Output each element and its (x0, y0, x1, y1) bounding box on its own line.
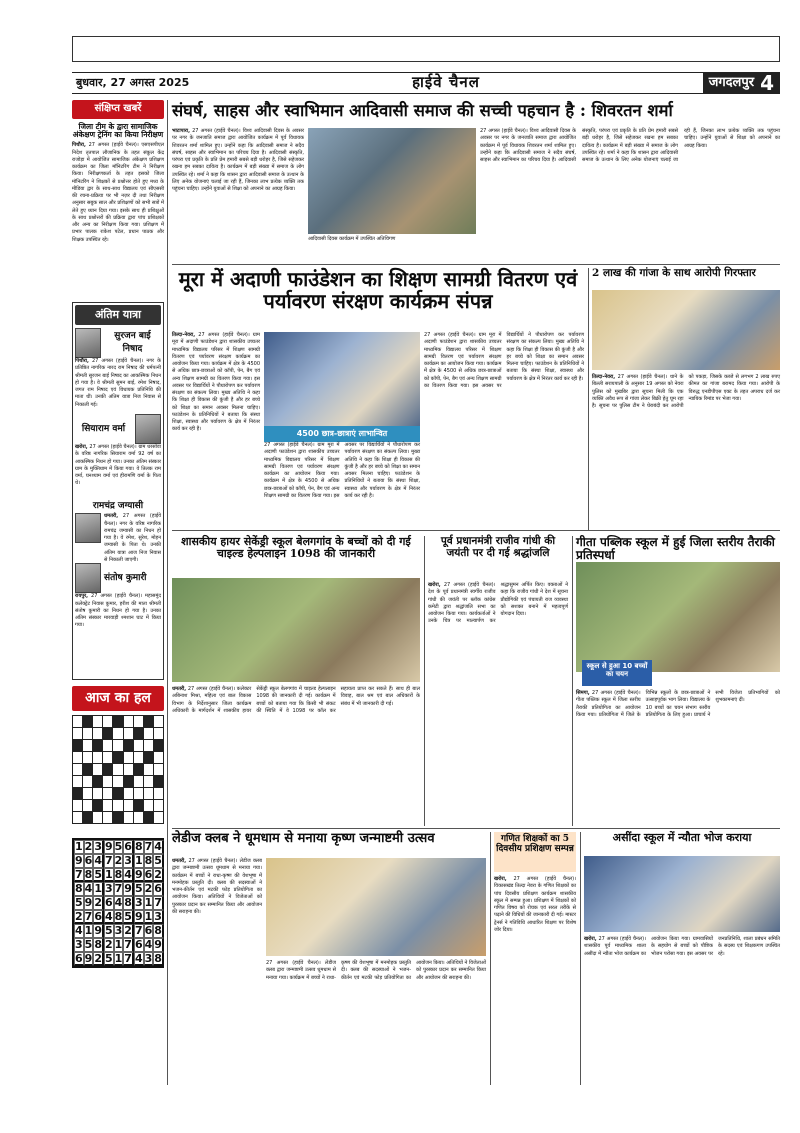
story7-headline-wrap (172, 832, 486, 854)
sudoku-cell: 8 (75, 881, 83, 895)
story3-headline: 2 लाख की गांजा के साथ आरोपी गिरफ्तार (592, 267, 756, 279)
sudoku-cell: 7 (114, 881, 123, 895)
story5-headline-wrap (428, 536, 568, 580)
sudoku-cell: 2 (94, 951, 102, 965)
story3-text: 27 अगस्त (हाईवे चैनल)। थाने के बिल्ली सरायपाली के अनुसार 19 अगस्त को नेवरा पुलिस को मुखबिर द्वारा सूचना मिली कि एक व्यक्ति अवैध रूप से गांजा लेकर बिक्री हेतु घूम रहा है। सूचना पर पुलिस टीम ने घेराबंदी कर आरोपी को पकड़ा, जिसके कब्जे से लगभग 2 लाख रुपए कीमत का गांजा बरामद किया गया। आरोपी के विरुद्ध एनडीपीएस एक्ट के तहत अपराध दर्ज कर न्यायिक रिमांड पर भेजा गया। (592, 374, 780, 409)
obituary-1 (75, 328, 161, 358)
sudoku-cell: 8 (114, 909, 123, 923)
sudoku-cell: 5 (114, 839, 123, 853)
avatar (135, 414, 161, 444)
story4-dateline: धमतरी, (172, 686, 187, 692)
sudoku-cell: 7 (75, 867, 83, 881)
obituary-4 (75, 563, 161, 593)
story3-photo (592, 290, 780, 370)
story6-headline-wrap (576, 535, 780, 563)
obituary-4-dateline: रायपुर, (75, 593, 89, 600)
obituary-3-dateline: धमतरी, (104, 513, 119, 520)
story4-photo (172, 578, 420, 682)
story5-headline: पूर्व प्रधानमंत्री राजीव गांधी की जयंती पर दी गई श्रद्धांजलि (440, 535, 556, 559)
puzzle-title: आज का हल (72, 686, 164, 710)
story3-dateline: तिल्दा-नेवरा, (592, 374, 616, 380)
story4-headline: शासकीय हायर सेकेंड्री स्कूल बेलगगांव के बच्चों को दी गई चाइल्ड हेल्पलाइन 1098 की जानकारी (181, 535, 411, 561)
sudoku-cell: 9 (124, 881, 132, 895)
sudoku-cell: 4 (114, 895, 123, 909)
lead-headline: संघर्ष, साहस और स्वाभिमान आदिवासी समाज की सच्ची पहचान है : शिवरतन शर्मा (172, 101, 673, 120)
brief1-text: 27 अगस्त (हाईवे चैनल)। एसएसपीएल निदेश तृतपाल लौजानिक के तहत संकुल केंद्र राजोड़ा में आयोजित सामाजिक अंकेक्षण प्रशिक्षण कार्यक्रम का जिला मॉनिटरिंग टीम ने निरीक्षण किया। निरीक्षणकर्ता के तहत इसको जिला मॉनिटरिंग ने शिक्षकों से प्रश्नोत्तर होते हुए मध्य के मीडिया द्वार के साथ-साथ विद्यालय एवं सीएससी की रचना-प्रक्रिया पर भी नज़र दी तथा निरीक्षण अनुसार सबुक साल और प्रशिक्षणों को सभी सत्रों में लेते हुए ध्यान दिया गया। इसके साथ ही प्रशिक्षुओं के साथ प्रश्नोत्तरों की प्रक्रिया द्वारा पांच प्रशिक्षकों और अन्य का निरीक्षण किया गया। प्रशिक्षण में प्रभार पालक राकेश पटेल, प्रधान पाठक और शिक्षक उपस्थित रहे। (72, 142, 164, 243)
sudoku-cell: 5 (154, 853, 162, 867)
sudoku-cell: 1 (114, 951, 123, 965)
sudoku-cell: 5 (134, 881, 143, 895)
obituary-3 (75, 513, 161, 563)
sudoku-cell: 4 (84, 881, 93, 895)
sudoku-cell: 2 (75, 909, 83, 923)
sudoku-cell: 8 (134, 839, 143, 853)
obituary-3-body (104, 513, 161, 563)
obituary-3-text: 27 अगस्त (हाईवे चैनल)। नगर के वरिष्ठ नागरिक रामचंद्र जग्यासी का निधन हो गया है। वे रमेश, सुरेश, मोहन जग्यासी के पिता थे। उनकी अंतिम यात्रा आज निज निवास से निकाली जाएगी। (104, 513, 161, 563)
story2-photo (264, 332, 420, 426)
sudoku-cell: 7 (154, 895, 162, 909)
sudoku-cell: 9 (94, 923, 102, 937)
story9-headline: असींदा स्कूल में न्यौता भोज कराया (612, 831, 752, 844)
story2-text-cont: 27 अगस्त (हाईवे चैनल)। ग्राम मूरा में अदाणी फाउंडेशन द्वारा शासकीय उच्चतर माध्यमिक विद्यालय परिसर में शिक्षण सामग्री वितरण एवं पर्यावरण संरक्षण कार्यक्रम का आयोजन किया गया। कार्यक्रम में क्षेत्र के 4500 से अधिक छात्र-छात्राओं को कॉपी, पेन, बैग एवं अन्य शिक्षण सामग्री का वितरण किया गया। इस अवसर पर विद्यार्थियों ने पौधारोपण कर पर्यावरण संरक्षण का संकल्प लिया। मुख्य अतिथि ने कहा कि शिक्षा ही विकास की कुंजी है और हर बच्चे को शिक्षा का समान अवसर मिलना चाहिए। फाउंडेशन के प्रतिनिधियों ने बताया कि संस्था शिक्षा, स्वास्थ्य और पर्यावरण के क्षेत्र में निरंतर कार्य कर रही है। (264, 442, 420, 499)
sudoku-cell: 1 (94, 881, 102, 895)
sidebar-section-title: संक्षिप्त खबरें (72, 100, 164, 119)
brief1-title: जिला टीम के द्वारा सामाजिक अंकेक्षण ट्रेनिंग का किया निरीक्षण (72, 121, 164, 139)
city-badge (703, 72, 780, 94)
story7-body-col1 (172, 858, 262, 1084)
story2-body-col3 (424, 332, 584, 524)
sudoku-cell: 4 (144, 937, 153, 951)
sudoku-cell: 6 (75, 951, 83, 965)
obituary-3-name: रामचंद्र जग्यासी (92, 501, 144, 512)
story2-headline-wrap (172, 268, 584, 328)
story6-body (576, 690, 780, 822)
story2-text: 27 अगस्त (हाईवे चैनल)। ग्राम मूरा में अदाणी फाउंडेशन द्वारा शासकीय उच्चतर माध्यमिक विद्यालय परिसर में शिक्षण सामग्री वितरण एवं पर्यावरण संरक्षण कार्यक्रम का आयोजन किया गया। कार्यक्रम में क्षेत्र के 4500 से अधिक छात्र-छात्राओं को कॉपी, पेन, बैग एवं अन्य शिक्षण सामग्री का वितरण किया गया। इस अवसर पर विद्यार्थियों ने पौधारोपण कर पर्यावरण संरक्षण का संकल्प लिया। मुख्य अतिथि ने कहा कि शिक्षा ही विकास की कुंजी है और हर बच्चे को शिक्षा का समान अवसर मिलना चाहिए। फाउंडेशन के प्रतिनिधियों ने बताया कि संस्था शिक्षा, स्वास्थ्य और पर्यावरण के क्षेत्र में निरंतर कार्य कर रही है। (172, 332, 261, 433)
sudoku-cell: 8 (94, 937, 102, 951)
sudoku-cell: 5 (104, 923, 113, 937)
obituary-title: अंतिम यात्रा (75, 305, 161, 325)
story6-badge: स्कूल से हुआ 10 बच्चों का चयन (582, 660, 652, 686)
obituary-4-body (75, 593, 161, 637)
sudoku-cell: 7 (134, 923, 143, 937)
sudoku-cell: 3 (144, 951, 153, 965)
story2-badge: 4500 छात्र-छात्राएं लाभान्वित (264, 426, 420, 442)
story8-dateline: खरोरा, (494, 876, 507, 882)
sudoku-cell: 7 (124, 951, 132, 965)
sudoku-cell: 3 (94, 839, 102, 853)
lead-text: 27 अगस्त (हाईवे चैनल)। विश्व आदिवासी दिवस के अवसर पर नगर के जनजाति समाज द्वारा आयोजित कार्यक्रम में पूर्व विधायक शिवरतन शर्मा शामिल हुए। उन्होंने कहा कि आदिवासी समाज ने सदैव संघर्ष, साहस और स्वाभिमान का परिचय दिया है। आदिवासी संस्कृति, परंपरा एवं प्रकृति के प्रति प्रेम हमारी सबसे बड़ी धरोहर है, जिसे सहेजकर रखना हम सबका दायित्व है। कार्यक्रम में बड़ी संख्या में समाज के लोग उपस्थित रहे। शर्मा ने कहा कि शासन द्वारा आदिवासी समाज के उत्थान के लिए अनेक योजनाएं चलाई जा रही हैं, जिनका लाभ प्रत्येक व्यक्ति तक पहुंचना चाहिए। उन्होंने युवाओं से शिक्षा को अपनाने का आग्रह किया। (172, 128, 304, 192)
sudoku-cell: 8 (124, 895, 132, 909)
obituary-1-text: 27 अगस्त (हाईवे चैनल)। नगर के प्रतिष्ठित नागरिक नारद राम निषाद की धर्मपत्नी श्रीमती सुरजन बाई निषाद का आकस्मिक निधन हो गया है। वे श्रीमती सुमन बाई, रमेश निषाद, जगत राम निषाद एवं विधायक प्रतिनिधि की माता थीं। उनकी अंतिम यात्रा निज निवास से निकाली गई। (75, 358, 161, 408)
sudoku-cell: 2 (124, 923, 132, 937)
sudoku-cell: 6 (154, 881, 162, 895)
story8-text: 27 अगस्त (हाईवे चैनल)। विकासखंड तिल्दा नेवरा के गणित शिक्षकों का पांच दिवसीय प्रशिक्षण कार्यक्रम शासकीय स्कूल में सम्पन्न हुआ। प्रशिक्षण में शिक्षकों को गणित विषय को रोचक एवं सरल तरीके से पढ़ाने की विधियों की जानकारी दी गई। मास्टर ट्रेनर्स ने गतिविधि आधारित शिक्षण पर विशेष जोर दिया। (494, 876, 576, 933)
sudoku-cell: 6 (144, 923, 153, 937)
story9-headline-wrap (584, 832, 780, 854)
sudoku-cell: 9 (134, 909, 143, 923)
sudoku-cell: 2 (104, 937, 113, 951)
story4-text: 27 अगस्त (हाईवे चैनल)। कलेक्टर अबिनाश मिश्रा, महिला एवं बाल विकास विभाग के निर्देशानुसार जिला कार्यक्रम अधिकारी के मार्गदर्शन में शासकीय हायर सेकेंड्री स्कूल बेलगगांव में चाइल्ड हेल्पलाइन 1098 की जानकारी दी गई। कार्यक्रम में बच्चों को बताया गया कि किसी भी संकट की स्थिति में वे 1098 पर कॉल कर सहायता प्राप्त कर सकते हैं। साथ ही बाल विवाह, बाल श्रम एवं बाल अधिकारों के संबंध में भी जानकारी दी गई। (172, 686, 420, 714)
sudoku-cell: 5 (104, 951, 113, 965)
page-number: 4 (760, 70, 774, 95)
obituary-1-dateline: पिथौरा, (75, 358, 89, 365)
sudoku-cell: 4 (94, 853, 102, 867)
sudoku-cell: 6 (134, 937, 143, 951)
story5-dateline: खरोरा, (428, 582, 441, 588)
sudoku-cell: 2 (144, 881, 153, 895)
sudoku-cell: 8 (154, 951, 162, 965)
brief1-dateline: पिथौरा, (72, 142, 86, 149)
obituary-1-name: सुरजन बाई निषाद (114, 331, 151, 355)
story2-body-col1 (172, 332, 260, 524)
sudoku-cell: 2 (94, 895, 102, 909)
obituary-4-name: संतोष कुमारी (104, 572, 147, 583)
story9-photo (584, 856, 780, 932)
story7-body-col2 (266, 960, 486, 1084)
sudoku-cell: 7 (144, 839, 153, 853)
sudoku-cell: 1 (75, 839, 83, 853)
story6-dateline: सिमगा, (576, 690, 590, 696)
sudoku-cell: 9 (84, 895, 93, 909)
sudoku-cell: 5 (124, 909, 132, 923)
sudoku-cell: 5 (75, 895, 83, 909)
sudoku-cell: 8 (154, 923, 162, 937)
story7-headline: लेडीज क्लब ने धूमधाम से मनाया कृष्ण जन्माष्टमी उत्सव (172, 831, 435, 846)
sudoku-cell: 4 (154, 839, 162, 853)
story2-body-col2 (264, 442, 420, 524)
sudoku-cell: 8 (114, 867, 123, 881)
story4-body (172, 686, 420, 822)
obituary-4-text: 27 अगस्त (हाईवे चैनल)। महासमुंद कलेक्ट्रेट निवास कुमार, हरीश की माता श्रीमती संतोष कुमारी का निधन हो गया है। उनका अंतिम संस्कार मारवाड़ी श्मशान घाट में किया गया। (75, 593, 162, 629)
avatar (75, 513, 101, 543)
masthead (72, 72, 780, 94)
sudoku-cell: 4 (104, 909, 113, 923)
sudoku-cell: 9 (75, 853, 83, 867)
obituary-2-body (75, 444, 161, 496)
sudoku-cell: 2 (114, 853, 123, 867)
sudoku-cell: 5 (84, 937, 93, 951)
story5-body (428, 582, 568, 822)
sudoku-cell: 9 (134, 867, 143, 881)
sudoku-cell: 6 (144, 867, 153, 881)
top-ad-box (72, 36, 780, 62)
sudoku-cell: 1 (144, 909, 153, 923)
sudoku-cell: 7 (84, 909, 93, 923)
sudoku-cell: 6 (124, 839, 132, 853)
obituary-1-body (75, 358, 161, 410)
story9-text: 27 अगस्त (हाईवे चैनल)। शासकीय पूर्व माध्यमिक शाला असींदा में न्यौता भोज कार्यक्रम का आयोजन किया गया। ग्रामवासियों के सहयोग से बच्चों को पौष्टिक भोजन परोसा गया। इस अवसर पर जनप्रतिनिधि, शाला प्रबंधन समिति के सदस्य एवं शिक्षकगण उपस्थित रहे। (584, 936, 780, 957)
lead-body-cols (480, 128, 780, 260)
obituary-2-name: सियाराम वर्मा (81, 423, 126, 434)
sudoku-cell: 7 (124, 937, 132, 951)
sudoku-cell: 3 (104, 881, 113, 895)
lead-dateline: भाटापारा, (172, 128, 190, 134)
story8-headline: गणित शिक्षकों का 5 दिवसीय प्रशिक्षण सम्पन्न (496, 834, 574, 855)
sudoku-cell: 4 (75, 923, 83, 937)
sudoku-cell: 2 (154, 867, 162, 881)
sudoku-cell: 7 (104, 853, 113, 867)
sudoku-cell: 5 (94, 867, 102, 881)
story9-dateline: खरोरा, (584, 936, 597, 942)
story8-headline-wrap (494, 832, 576, 872)
story9-body (584, 936, 780, 1084)
lead-photo-caption: आदिवासी दिवस कार्यक्रम में उपस्थित अतिथिगण (308, 236, 396, 242)
brief1-body (72, 142, 164, 296)
sudoku-cell: 9 (154, 937, 162, 951)
sidebar (72, 100, 164, 1085)
issue-date: बुधवार, 27 अगस्त 2025 (76, 76, 190, 90)
sudoku-cell: 1 (104, 867, 113, 881)
crossword-grid (72, 715, 164, 824)
obituary-box (72, 302, 164, 680)
lead-text-cont: 27 अगस्त (हाईवे चैनल)। विश्व आदिवासी दिवस के अवसर पर नगर के जनजाति समाज द्वारा आयोजित कार्यक्रम में पूर्व विधायक शिवरतन शर्मा शामिल हुए। उन्होंने कहा कि आदिवासी समाज ने सदैव संघर्ष, साहस और स्वाभिमान का परिचय दिया है। आदिवासी संस्कृति, परंपरा एवं प्रकृति के प्रति प्रेम हमारी सबसे बड़ी धरोहर है, जिसे सहेजकर रखना हम सबका दायित्व है। कार्यक्रम में बड़ी संख्या में समाज के लोग उपस्थित रहे। शर्मा ने कहा कि शासन द्वारा आदिवासी समाज के उत्थान के लिए अनेक योजनाएं चलाई जा रही हैं, जिनका लाभ प्रत्येक व्यक्ति तक पहुंचना चाहिए। उन्होंने युवाओं से शिक्षा को अपनाने का आग्रह किया। (480, 128, 780, 163)
sudoku-cell: 6 (104, 895, 113, 909)
story7-text: 27 अगस्त (हाईवे चैनल)। लेडीज क्लब द्वारा जन्माष्टमी उत्सव धूमधाम से मनाया गया। कार्यक्रम में बच्चों ने राधा-कृष्ण की वेशभूषा में मनमोहक प्रस्तुति दी। क्लब की सदस्याओं ने भजन-कीर्तन एवं मटकी फोड़ प्रतियोगिता का आयोजन किया। अतिथियों ने विजेताओं को पुरस्कार प्रदान कर सम्मानित किया और आयोजन की सराहना की। (172, 858, 262, 915)
story4-headline-wrap (172, 536, 420, 576)
sudoku-cell: 8 (144, 853, 153, 867)
story2-text-cont2: 27 अगस्त (हाईवे चैनल)। ग्राम मूरा में अदाणी फाउंडेशन द्वारा शासकीय उच्चतर माध्यमिक विद्यालय परिसर में शिक्षण सामग्री वितरण एवं पर्यावरण संरक्षण कार्यक्रम का आयोजन किया गया। कार्यक्रम में क्षेत्र के 4500 से अधिक छात्र-छात्राओं को कॉपी, पेन, बैग एवं अन्य शिक्षण सामग्री का वितरण किया गया। इस अवसर पर विद्यार्थियों ने पौधारोपण कर पर्यावरण संरक्षण का संकल्प लिया। मुख्य अतिथि ने कहा कि शिक्षा ही विकास की कुंजी है और हर बच्चे को शिक्षा का समान अवसर मिलना चाहिए। फाउंडेशन के प्रतिनिधियों ने बताया कि संस्था शिक्षा, स्वास्थ्य और पर्यावरण के क्षेत्र में निरंतर कार्य कर रही है। (424, 332, 584, 389)
sudoku-cell: 3 (114, 923, 123, 937)
sudoku-cell: 3 (124, 853, 132, 867)
sudoku-cell: 9 (104, 839, 113, 853)
avatar (75, 328, 101, 358)
sudoku-cell: 1 (144, 895, 153, 909)
sudoku-cell: 8 (84, 867, 93, 881)
story5-text: 27 अगस्त (हाईवे चैनल)। देश के पूर्व प्रधानमंत्री स्वर्गीय राजीव गांधी की जयंती पर ब्लॉक कांग्रेस कमेटी द्वारा श्रद्धांजलि सभा का आयोजन किया गया। कार्यकर्ताओं ने उनके चित्र पर माल्यार्पण कर श्रद्धासुमन अर्पित किए। वक्ताओं ने कहा कि राजीव गांधी ने देश में सूचना प्रौद्योगिकी एवं पंचायती राज व्यवस्था को सशक्त बनाने में महत्वपूर्ण योगदान दिया। (428, 582, 568, 625)
sudoku-cell: 1 (134, 853, 143, 867)
story6-photo (576, 562, 780, 672)
story3-body (592, 374, 780, 524)
obituary-2 (75, 414, 161, 444)
sudoku-cell: 6 (94, 909, 102, 923)
sudoku-cell: 4 (134, 951, 143, 965)
story7-dateline: धमतरी, (172, 858, 187, 864)
paper-name: हाईवे चैनल (412, 73, 480, 92)
lead-body-col1 (172, 128, 304, 260)
story3-headline-wrap (592, 268, 780, 288)
obituary-2-dateline: खरोरा, (75, 444, 88, 451)
city-name: जगदलपुर (708, 74, 755, 90)
lead-photo (308, 128, 476, 234)
sudoku-cell: 9 (84, 951, 93, 965)
sudoku-cell: 6 (84, 853, 93, 867)
story2-headline: मूरा में अदाणी फाउंडेशन का शिक्षण सामग्री वितरण एवं पर्यावरण संरक्षण कार्यक्रम संपन्न (178, 267, 578, 314)
sudoku-cell: 3 (75, 937, 83, 951)
story7-photo (266, 858, 486, 956)
sudoku-cell: 3 (154, 909, 162, 923)
obituary-2-text: 27 अगस्त (हाईवे चैनल)। ग्राम धरसोवा के वरिष्ठ नागरिक सियाराम वर्मा 92 वर्ष का आकस्मिक निधन हो गया। उनका अंतिम संस्कार ग्राम के मुक्तिधाम में किया गया। वे तिलक राम वर्मा, घनश्याम वर्मा एवं हीरामणि वर्मा के पिता थे। (75, 444, 162, 487)
story2-dateline: तिल्दा-नेवरा, (172, 332, 196, 338)
story8-body (494, 876, 576, 1084)
story6-headline: गीता पब्लिक स्कूल में हुई जिला स्तरीय तैराकी प्रतिस्पर्धा (576, 535, 775, 563)
sudoku-cell: 3 (134, 895, 143, 909)
story7-text-cont: 27 अगस्त (हाईवे चैनल)। लेडीज क्लब द्वारा जन्माष्टमी उत्सव धूमधाम से मनाया गया। कार्यक्रम में बच्चों ने राधा-कृष्ण की वेशभूषा में मनमोहक प्रस्तुति दी। क्लब की सदस्याओं ने भजन-कीर्तन एवं मटकी फोड़ प्रतियोगिता का आयोजन किया। अतिथियों ने विजेताओं को पुरस्कार प्रदान कर सम्मानित किया और आयोजन की सराहना की। (266, 960, 486, 981)
story6-text: 27 अगस्त (हाईवे चैनल)। गीता पब्लिक स्कूल में जिला स्तरीय तैराकी प्रतियोगिता का आयोजन किया गया। प्रतियोगिता में जिले के विभिन्न स्कूलों के छात्र-छात्राओं ने उत्साहपूर्वक भाग लिया। विद्यालय के 10 बच्चों का चयन संभाग स्तरीय प्रतियोगिता के लिए हुआ। प्राचार्य ने सभी विजेता प्रतिभागियों को शुभकामनाएं दीं। (576, 690, 780, 718)
sudoku-cell: 1 (114, 937, 123, 951)
lead-headline-wrap (172, 102, 780, 126)
sudoku-cell: 4 (124, 867, 132, 881)
sudoku-cell: 2 (84, 839, 93, 853)
sudoku-cell: 1 (84, 923, 93, 937)
avatar (75, 563, 101, 593)
sudoku-grid (72, 838, 164, 968)
